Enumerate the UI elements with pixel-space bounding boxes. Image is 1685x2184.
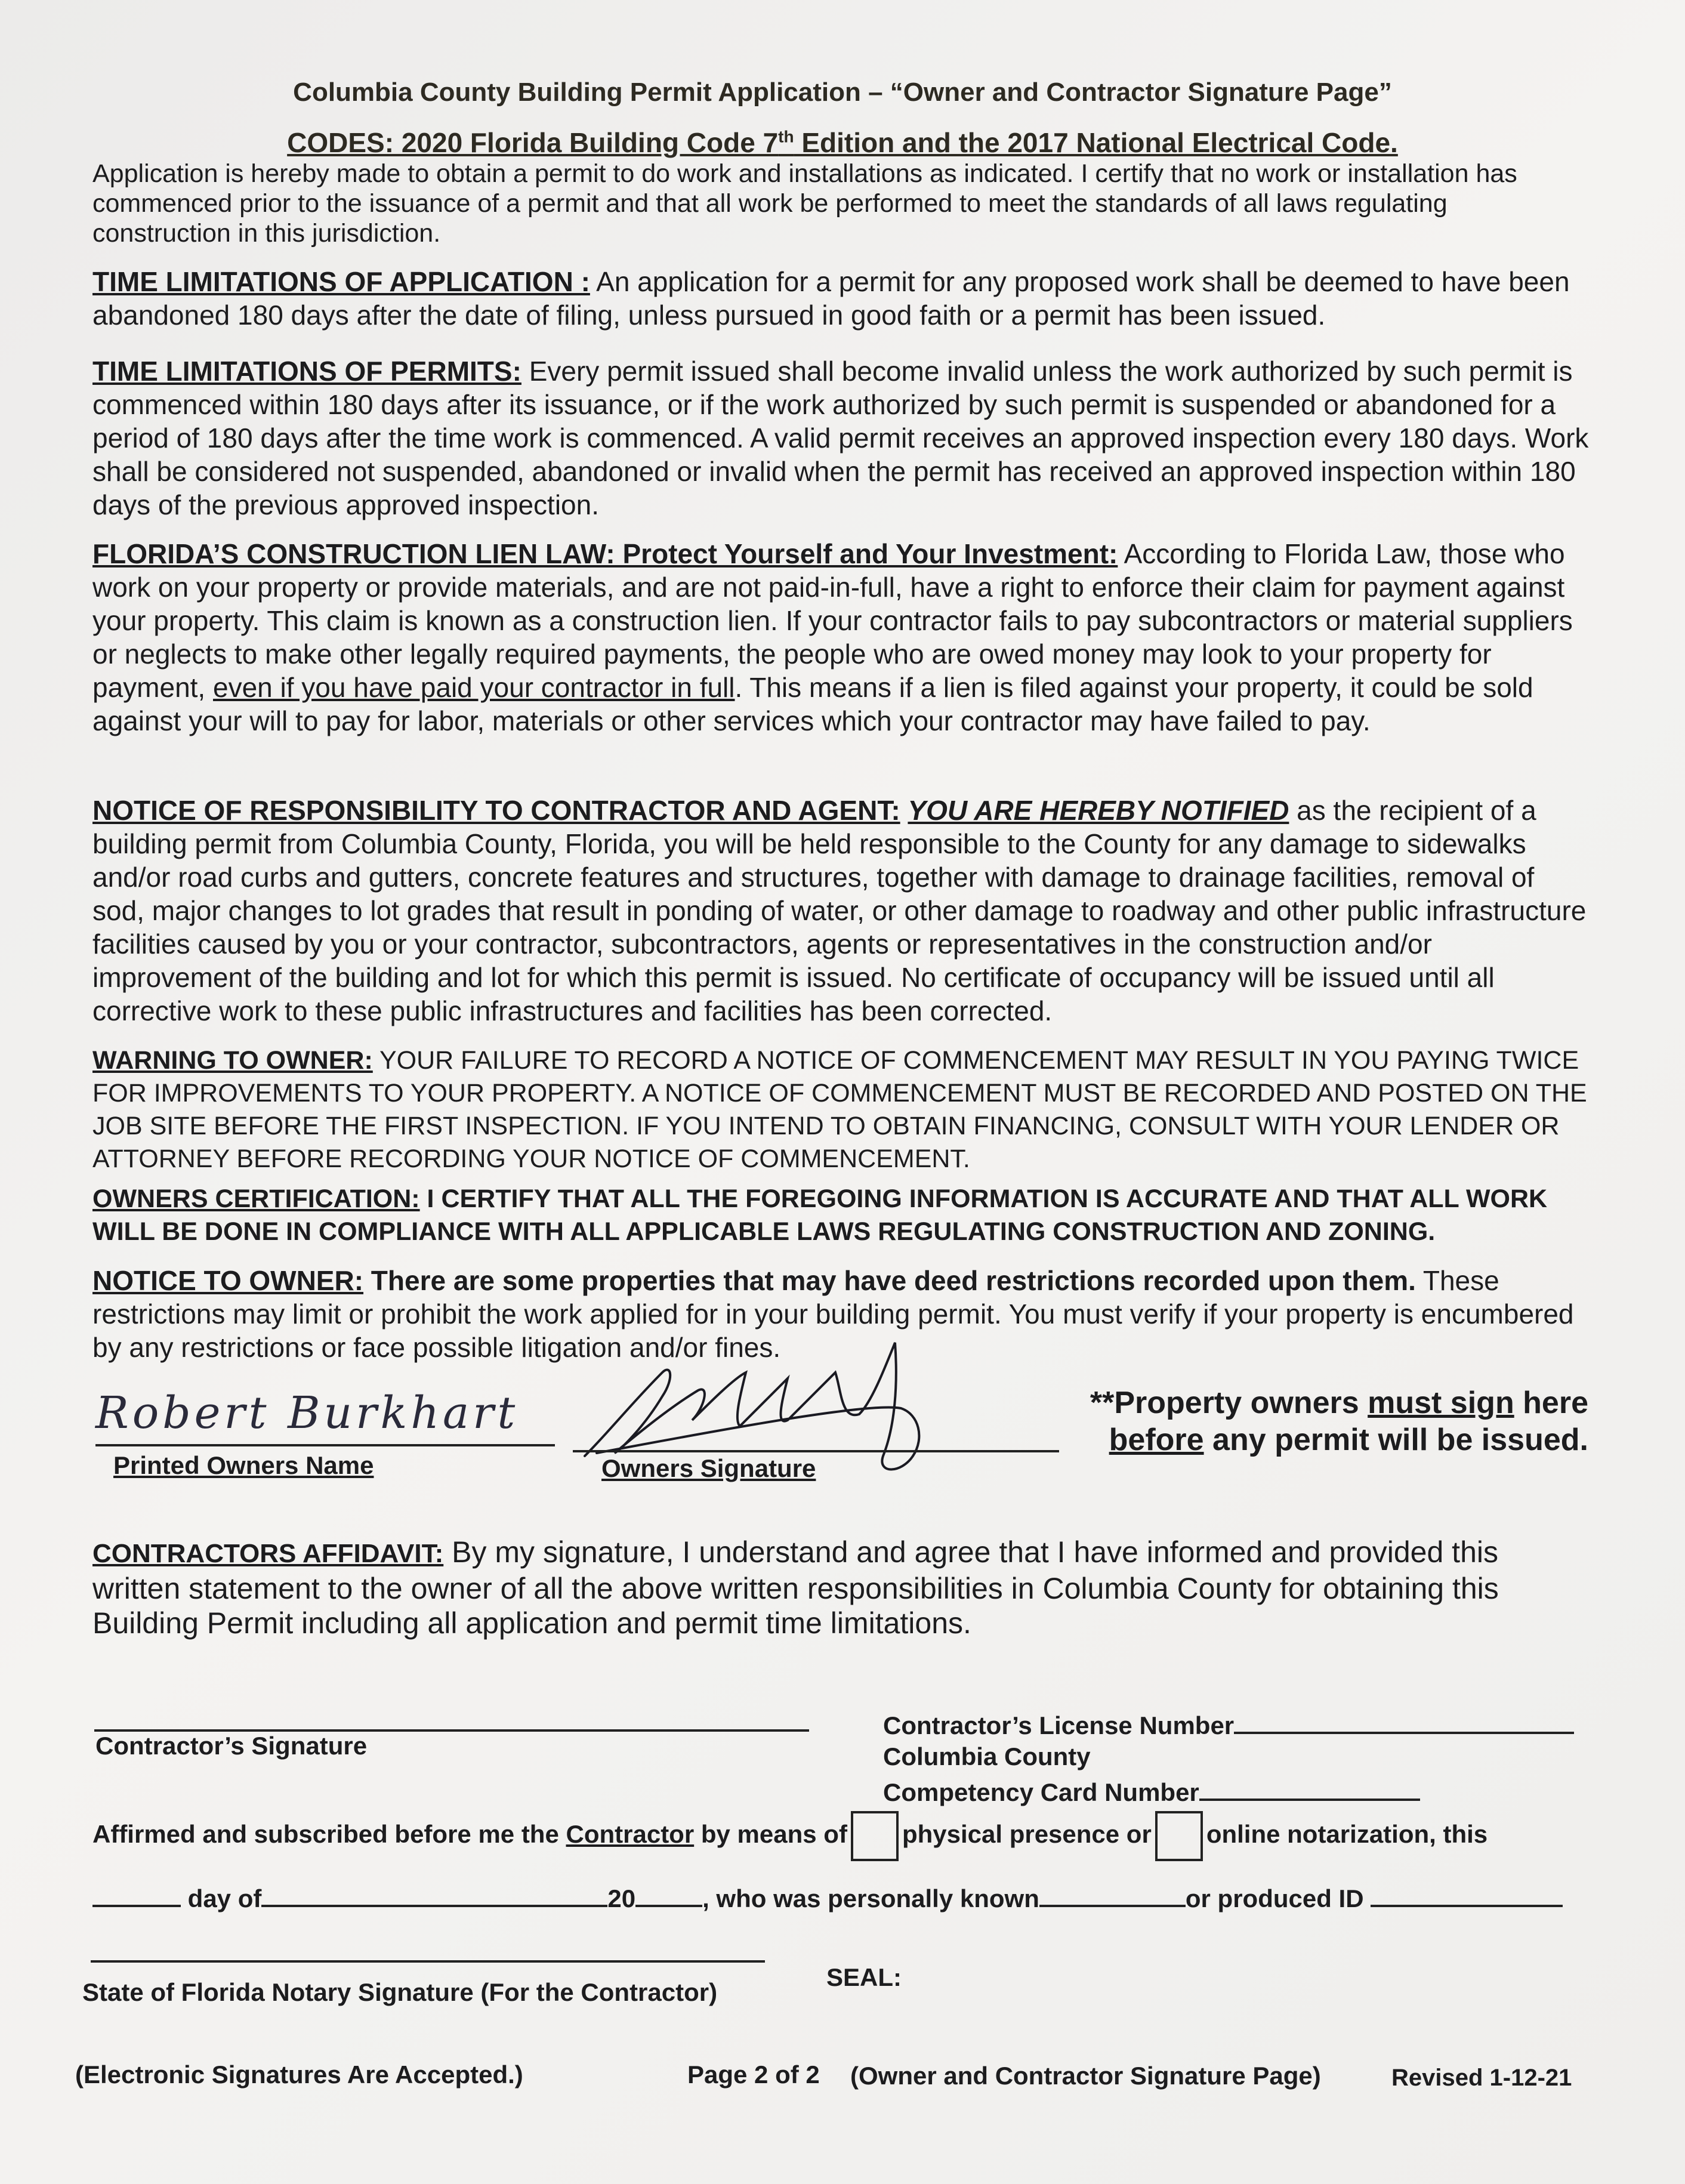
warning-to-owner: WARNING TO OWNER: YOUR FAILURE TO RECORD A NOTICE OF COMMENCEMENT MAY RESULT IN YOU PAYING TWICE FOR IMPROVEMENTS TO YOUR PROPERTY. A NOTICE OF COMMENCEMENT MUST BE RECORDED AND POSTED ON THE JOB SITE BEFORE THE FIRST INSPECTION. IF YOU INTEND TO OBTAIN FINANCING, CONSULT WITH YOUR LENDER OR ATTORNEY BEFORE RECORDING YOUR NOTICE OF COMMENCEMENT. <box>92 1046 1587 1173</box>
day-blank[interactable] <box>92 1878 181 1907</box>
notary-signature-label: State of Florida Notary Signature (For the Contractor) <box>82 1978 718 2006</box>
owners-signature-label: Owners Signature <box>601 1454 816 1482</box>
page-description: (Owner and Contractor Signature Page) <box>850 2062 1321 2090</box>
owner-signature-line <box>573 1450 1059 1452</box>
license-number-blank[interactable] <box>1234 1705 1574 1734</box>
section-heading: TIME LIMITATIONS OF PERMITS: <box>92 356 521 387</box>
section-heading: WARNING TO OWNER: <box>92 1046 373 1075</box>
year-blank[interactable] <box>635 1878 702 1907</box>
license-number-label: Contractor’s License Number <box>883 1711 1235 1739</box>
owner-printed-name: Robert Burkhart <box>95 1387 519 1439</box>
codes-heading: CODES: 2020 Florida Building Code 7th Edition and the 2017 National Electrical Code. <box>287 127 1398 158</box>
printed-owners-name-label: Printed Owners Name <box>113 1451 374 1479</box>
notary-signature-line[interactable] <box>91 1960 765 1963</box>
notice-of-responsibility: NOTICE OF RESPONSIBILITY TO CONTRACTOR AND AGENT: YOU ARE HEREBY NOTIFIED as the recipient of a building permit from Columbia County, Florida, you will be held responsible to the County for any damage to sidewalks and/or road curbs and gutters, concrete features and structures, together with damage to drainage facilities, removal of sod, major changes to lot grades that result in ponding of water, or other damage to roadway and other public infrastructure facilities caused by you or your contractor, subcontractors, agents or representatives in the construction and/or improvement of the building and lot for which this permit is issued. No certificate of occupancy will be issued until all corrective work to these public infrastructures and facilities has been corrected. <box>92 795 1587 1026</box>
physical-presence-checkbox[interactable] <box>851 1811 899 1861</box>
property-owners-notice: **Property owners must sign here before any permit will be issued. <box>1090 1386 1588 1457</box>
online-notarization-checkbox[interactable] <box>1155 1811 1203 1861</box>
section-heading: FLORIDA’S CONSTRUCTION LIEN LAW: Protect Yourself and Your Investment: <box>92 538 1118 569</box>
section-heading: CONTRACTORS AFFIDAVIT: <box>92 1539 444 1568</box>
section-heading: NOTICE TO OWNER: <box>92 1265 364 1296</box>
section-heading: TIME LIMITATIONS OF APPLICATION : <box>92 266 590 297</box>
time-limitations-application: TIME LIMITATIONS OF APPLICATION : An application for a permit for any proposed work shall be deemed to have been abandoned 180 days after the date of filing, unless pursued in good faith or a permit has been issued. <box>92 266 1570 331</box>
contractors-signature-label: Contractor’s Signature <box>95 1732 368 1760</box>
month-blank[interactable] <box>261 1878 607 1907</box>
section-heading: OWNERS CERTIFICATION: <box>92 1184 420 1213</box>
construction-lien-law: FLORIDA’S CONSTRUCTION LIEN LAW: Protect Yourself and Your Investment: According to Florida Law, those who work on your property or provide materials, and are not paid-in-full, have a right to enforce their claim for payment against your property. This claim is known as a construction lien. If your contractor fails to pay subcontractors or material suppliers or neglects to make other legally required payments, the people who are owed money may look to your property for payment, even if you have paid your contractor in full. This means if a lien is filed against your property, it could be sold against your will to pay for labor, materials or other services which your contractor may have failed to pay. <box>92 538 1573 736</box>
intro-paragraph: Application is hereby made to obtain a permit to do work and installations as indicated. I certify that no work or installation has commenced prior to the issuance of a permit and that all work be performed to meet the standards of all laws regulating construction in this jurisdiction. <box>92 159 1517 248</box>
page-number: Page 2 of 2 <box>687 2060 820 2089</box>
contractor-license-block <box>883 1705 1574 1808</box>
electronic-signatures-note: (Electronic Signatures Are Accepted.) <box>75 2060 523 2089</box>
competency-card-label: Competency Card Number <box>883 1778 1199 1806</box>
columbia-county-label: Columbia County <box>883 1742 1091 1770</box>
seal-label: SEAL: <box>826 1963 902 1991</box>
contractors-affidavit: CONTRACTORS AFFIDAVIT: By my signature, I understand and agree that I have informed and provided this written statement to the owner of all the above written responsibilities in Columbia County for obtaining this Building Permit including all application and permit time limitations. <box>92 1535 1499 1640</box>
printed-name-line <box>95 1444 555 1446</box>
personally-known-blank[interactable] <box>1039 1878 1186 1907</box>
owners-certification: OWNERS CERTIFICATION: I CERTIFY THAT ALL THE FOREGOING INFORMATION IS ACCURATE AND THAT ALL WORK WILL BE DONE IN COMPLIANCE WITH ALL APPLICABLE LAWS REGULATING CONSTRUCTION AND ZONING. <box>92 1184 1548 1246</box>
section-heading: NOTICE OF RESPONSIBILITY TO CONTRACTOR AND AGENT: <box>92 795 900 826</box>
date-known-line: day of 20 , who was personally known or produced ID <box>92 1878 1563 1913</box>
document-title: Columbia County Building Permit Application – “Owner and Contractor Signature Page” <box>293 78 1392 107</box>
notice-to-owner: NOTICE TO OWNER: There are some properties that may have deed restrictions recorded upon them. These restrictions may limit or prohibit the work applied for in your building permit. You must verify if your property is encumbered by any restrictions or face possible litigation and/or fines. <box>92 1265 1574 1363</box>
revision-date: Revised 1-12-21 <box>1391 2065 1572 2091</box>
time-limitations-permits: TIME LIMITATIONS OF PERMITS: Every permit issued shall become invalid unless the work authorized by such permit is commenced within 180 days after its issuance, or if the work authorized by such permit is suspended or abandoned for a period of 180 days after the time work is commenced. A valid permit receives an approved inspection every 180 days. Work shall be considered not suspended, abandoned or invalid when the permit has received an approved inspection within 180 days of the previous approved inspection. <box>92 356 1589 520</box>
competency-card-blank[interactable] <box>1199 1772 1420 1801</box>
produced-id-blank[interactable] <box>1371 1878 1563 1907</box>
affirmed-line: Affirmed and subscribed before me the Contractor by means of physical presence or online notarization, this <box>92 1811 1488 1861</box>
